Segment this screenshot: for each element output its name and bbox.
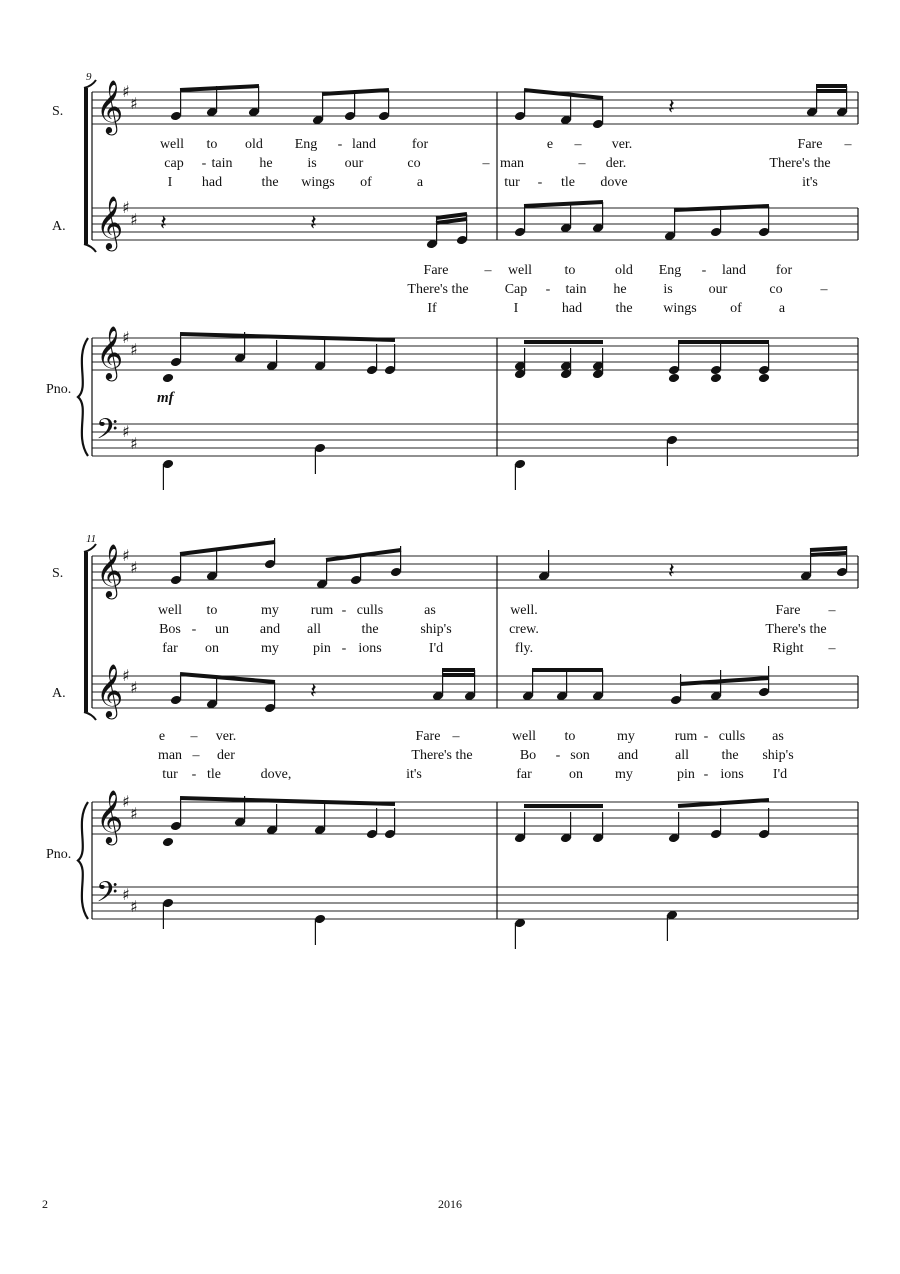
beam (678, 800, 769, 806)
lyric-syllable: all (675, 748, 689, 763)
lyric-syllable: - (545, 282, 551, 297)
lyric-syllable: to (564, 263, 576, 278)
lyric-syllable: co (769, 282, 783, 297)
treble-clef-icon: 𝄞 (96, 195, 124, 249)
rest-icon: 𝄽 (160, 211, 167, 236)
lyric-syllable: I (167, 175, 173, 190)
sharp-icon: ♯ (130, 558, 138, 577)
lyric-syllable: man (157, 748, 183, 763)
sharp-icon: ♯ (122, 328, 130, 347)
lyric-syllable: Eng (658, 263, 682, 278)
sharp-icon: ♯ (130, 897, 138, 916)
lyric-syllable: co (407, 156, 421, 171)
lyric-syllable: on (569, 767, 583, 782)
lyric-syllable: – (820, 282, 828, 297)
lyric-syllable: tain (211, 156, 233, 171)
lyric-syllable: to (206, 603, 218, 618)
lyric-syllable: If (427, 301, 437, 316)
bass-clef-icon: 𝄢 (96, 876, 118, 916)
lyric-syllable: Fare (797, 137, 823, 152)
treble-clef-icon: 𝄞 (96, 325, 124, 379)
lyric-syllable: - (701, 263, 707, 278)
sharp-icon: ♯ (130, 94, 138, 113)
lyric-syllable: - (201, 156, 207, 171)
lyric-syllable: - (555, 748, 561, 763)
lyric-syllable: – (190, 729, 198, 744)
lyric-syllable: – (574, 137, 582, 152)
sharp-icon: ♯ (122, 666, 130, 685)
measure-number-9: 9 (86, 71, 92, 83)
lyric-syllable: There's the (765, 622, 827, 637)
beam (326, 550, 401, 560)
lyric-syllable: der. (605, 156, 627, 171)
piano-brace (78, 338, 88, 456)
lyric-syllable: I'd (428, 641, 444, 656)
lyric-syllable: tur (162, 767, 178, 782)
lyric-syllable: - (341, 641, 347, 656)
treble-clef-icon: 𝄞 (96, 789, 124, 843)
lyric-syllable: land (721, 263, 747, 278)
lyric-syllable: had (201, 175, 223, 190)
lyric-syllable: e (546, 137, 554, 152)
lyric-syllable: I (513, 301, 519, 316)
lyric-syllable: of (360, 175, 372, 190)
beam (180, 798, 395, 804)
lyric-syllable: dove (600, 175, 628, 190)
beam (674, 206, 769, 210)
lyric-syllable: ions (358, 641, 382, 656)
lyric-syllable: my (261, 603, 279, 618)
beam (436, 219, 467, 223)
lyric-syllable: Eng (294, 137, 318, 152)
lyric-syllable: Cap (504, 282, 528, 297)
beam (524, 90, 603, 98)
label-soprano-2: S. (52, 566, 64, 581)
lyric-syllable: – (828, 603, 836, 618)
lyric-syllable: is (663, 282, 673, 297)
lyric-syllable: old (245, 137, 263, 152)
beam (322, 90, 389, 94)
label-soprano-1: S. (52, 104, 64, 119)
lyric-syllable: crew. (509, 622, 539, 637)
lyric-syllable: cap (164, 156, 184, 171)
label-alto-2: A. (52, 686, 66, 701)
lyric-syllable: ions (720, 767, 744, 782)
lyric-syllable: our (708, 282, 728, 297)
lyric-syllable: pin (677, 767, 695, 782)
lyric-syllable: ver. (215, 729, 237, 744)
treble-clef-icon: 𝄞 (96, 663, 124, 717)
beam (180, 674, 275, 682)
lyric-syllable: I'd (772, 767, 788, 782)
lyric-syllable: well (507, 263, 533, 278)
sharp-icon: ♯ (122, 422, 130, 441)
lyric-syllable: - (191, 767, 197, 782)
page-number: 2 (42, 1197, 48, 1211)
footer-year: 2016 (438, 1197, 462, 1211)
rest-icon: 𝄽 (310, 679, 317, 704)
lyric-syllable: old (615, 263, 633, 278)
lyric-syllable: - (337, 137, 343, 152)
lyric-syllable: a (416, 175, 424, 190)
lyric-syllable: ship's (420, 622, 452, 637)
lyric-syllable: – (484, 263, 492, 278)
staff-lines (92, 92, 858, 919)
lyric-syllable: the (361, 622, 379, 637)
beam (810, 553, 847, 555)
lyric-syllable: to (206, 137, 218, 152)
sharp-icon: ♯ (122, 82, 130, 101)
lyric-syllable: well (511, 729, 537, 744)
lyric-syllable: – (192, 748, 200, 763)
lyric-syllable: – (452, 729, 460, 744)
lyric-syllable: on (205, 641, 219, 656)
lyric-syllable: the (721, 748, 739, 763)
note-head (162, 373, 174, 384)
bracket-hook (84, 712, 96, 720)
beam (180, 334, 395, 340)
lyric-syllable: ver. (611, 137, 633, 152)
measure-number-11: 11 (86, 533, 97, 545)
lyric-syllable: my (261, 641, 279, 656)
beam (680, 678, 769, 684)
lyric-syllable: rum (310, 603, 334, 618)
label-piano-2: Pno. (46, 847, 72, 862)
lyric-syllable: e (158, 729, 166, 744)
lyric-syllable: well (159, 137, 185, 152)
sharp-icon: ♯ (130, 434, 138, 453)
lyric-syllable: tur (504, 175, 520, 190)
lyric-syllable: well. (510, 603, 538, 618)
bracket-hook (84, 544, 96, 552)
lyric-syllable: Fare (775, 603, 801, 618)
lyric-syllable: it's (406, 767, 422, 782)
sharp-icon: ♯ (122, 885, 130, 904)
lyric-syllable: to (564, 729, 576, 744)
beam (180, 86, 259, 90)
lyric-syllable: rum (674, 729, 698, 744)
lyric-syllable: land (351, 137, 377, 152)
lyric-syllable: far (516, 767, 532, 782)
lyric-syllable: our (344, 156, 364, 171)
piano-brace (78, 802, 88, 919)
sharp-icon: ♯ (130, 804, 138, 823)
lyric-syllable: as (772, 729, 784, 744)
lyric-syllable: is (307, 156, 317, 171)
sharp-icon: ♯ (122, 792, 130, 811)
beam (180, 542, 275, 554)
lyric-syllable: - (703, 767, 709, 782)
lyric-syllable: he (259, 156, 273, 171)
lyric-syllable: There's the (769, 156, 831, 171)
label-alto-1: A. (52, 219, 66, 234)
lyric-syllable: – (578, 156, 586, 171)
lyric-syllable: for (775, 263, 793, 278)
lyric-syllable: un (215, 622, 229, 637)
note-head (758, 373, 770, 384)
dynamic-mf: mf (157, 390, 174, 406)
lyric-syllable: – (482, 156, 490, 171)
lyric-syllable: culls (718, 729, 746, 744)
lyric-syllable: tle (207, 767, 221, 782)
lyric-syllable: wings (663, 301, 697, 316)
lyric-syllable: - (341, 603, 347, 618)
sharp-icon: ♯ (130, 210, 138, 229)
note-head (710, 373, 722, 384)
sharp-icon: ♯ (122, 546, 130, 565)
lyric-syllable: der (217, 748, 235, 763)
lyric-syllable: he (613, 282, 627, 297)
lyric-syllable: man (499, 156, 525, 171)
lyric-syllable: and (617, 748, 639, 763)
sharp-icon: ♯ (130, 678, 138, 697)
note-head (162, 837, 174, 848)
lyric-syllable: the (261, 175, 279, 190)
treble-clef-icon: 𝄞 (96, 79, 124, 133)
lyric-syllable: all (307, 622, 321, 637)
beam (436, 214, 467, 218)
label-piano-1: Pno. (46, 382, 72, 397)
lyric-syllable: tain (565, 282, 587, 297)
note-head (668, 373, 680, 384)
lyric-syllable: dove, (260, 767, 292, 782)
lyric-syllable: Fare (423, 263, 449, 278)
lyric-syllable: far (162, 641, 178, 656)
lyric-syllable: of (730, 301, 742, 316)
lyric-syllable: There's the (411, 748, 473, 763)
lyric-syllable: pin (313, 641, 331, 656)
lyric-syllable: tle (561, 175, 575, 190)
rest-icon: 𝄽 (310, 211, 317, 236)
lyric-syllable: culls (356, 603, 384, 618)
beam (524, 202, 603, 206)
sharp-icon: ♯ (122, 198, 130, 217)
lyric-syllable: had (561, 301, 583, 316)
lyric-syllable: a (778, 301, 786, 316)
lyric-syllable: There's the (407, 282, 469, 297)
bracket-hook (84, 244, 96, 252)
lyric-syllable: it's (802, 175, 818, 190)
rest-icon: 𝄽 (668, 559, 675, 584)
lyric-syllable: wings (301, 175, 335, 190)
lyric-syllable: – (828, 641, 836, 656)
lyric-syllable: as (424, 603, 436, 618)
lyric-syllable: - (537, 175, 543, 190)
lyric-syllable: Right (772, 641, 804, 656)
rest-icon: 𝄽 (668, 95, 675, 120)
lyric-syllable: Bo (519, 748, 537, 763)
lyric-syllable: the (615, 301, 633, 316)
lyric-syllable: my (617, 729, 635, 744)
lyric-syllable: Fare (415, 729, 441, 744)
lyrics-system-1 (160, 137, 853, 316)
lyric-syllable: well (157, 603, 183, 618)
sharp-icon: ♯ (130, 340, 138, 359)
bass-clef-icon: 𝄢 (96, 413, 118, 453)
lyric-syllable: my (615, 767, 633, 782)
lyric-syllable: fly. (514, 641, 534, 656)
lyric-syllable: and (259, 622, 281, 637)
lyric-syllable: son (570, 748, 590, 763)
lyric-syllable: - (703, 729, 709, 744)
lyric-syllable: - (191, 622, 197, 637)
lyric-syllable: – (844, 137, 852, 152)
lyric-syllable: ship's (762, 748, 794, 763)
beam (810, 548, 847, 550)
lyric-syllable: Bos (159, 622, 181, 637)
treble-clef-icon: 𝄞 (96, 543, 124, 597)
lyric-syllable: for (411, 137, 429, 152)
